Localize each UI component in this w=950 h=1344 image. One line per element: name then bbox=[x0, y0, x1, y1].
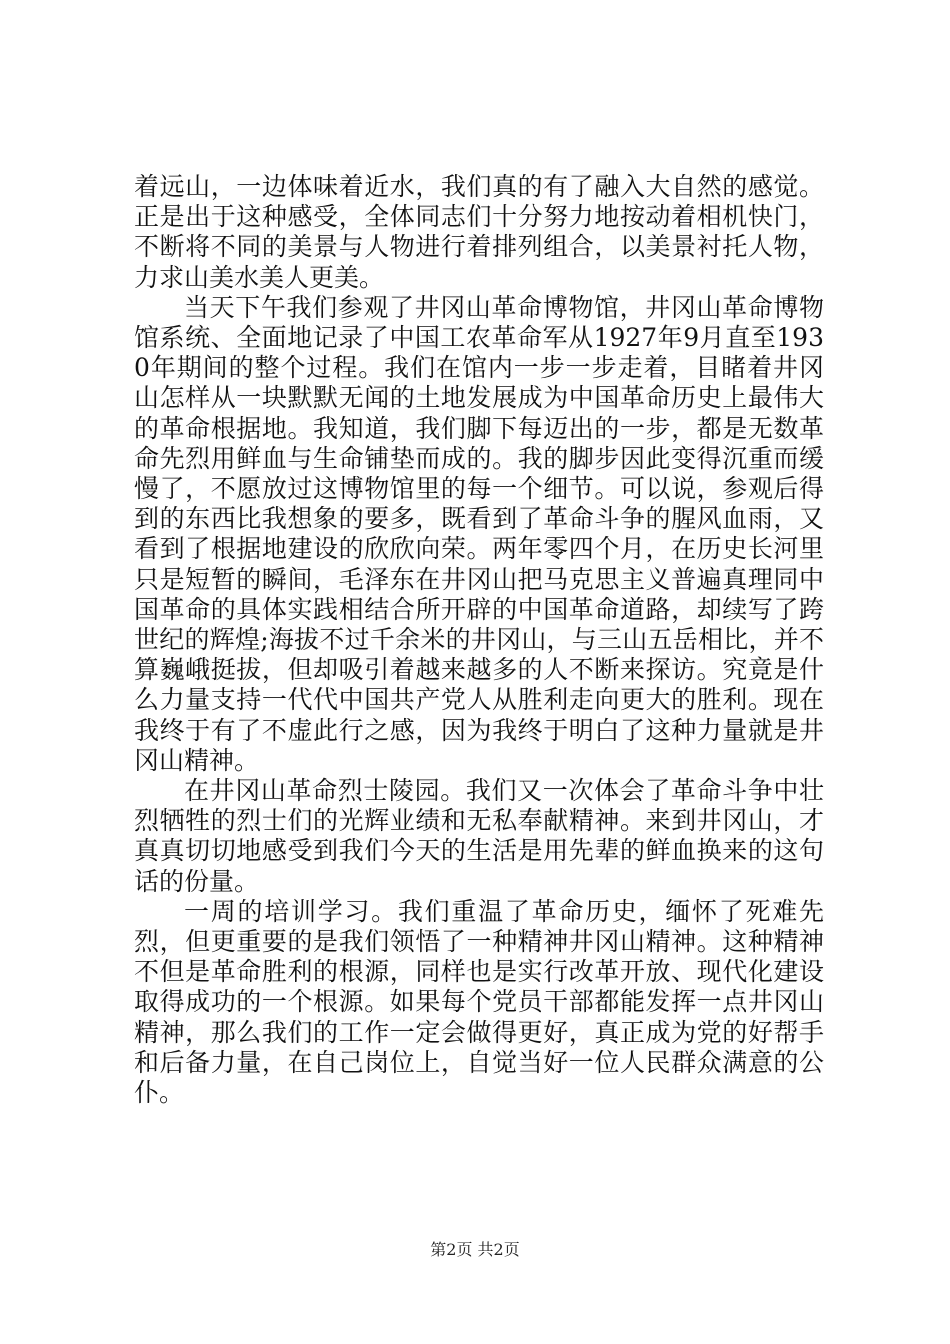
paragraph-martyrs-cemetery: 在井冈山革命烈士陵园。我们又一次体会了革命斗争中壮烈牺牲的烈士们的光辉业绩和无私奉献精神。来到井冈山，才真真切切地感受到我们今天的生活是用先辈的鲜血换来的这句话的份量。 bbox=[134, 776, 824, 896]
paragraph-training-summary: 一周的培训学习。我们重温了革命历史，缅怀了死难先烈，但更重要的是我们领悟了一种精神井冈山精神。这种精神不但是革命胜利的根源，同样也是实行改革开放、现代化建设取得成功的一个根源。如果每个党员干部都能发挥一点井冈山精神，那么我们的工作一定会做得更好，真正成为党的好帮手和后备力量，在自己岗位上，自觉当好一位人民群众满意的公仆。 bbox=[134, 896, 824, 1108]
paragraph-continued: 着远山，一边体味着近水，我们真的有了融入大自然的感觉。正是出于这种感受，全体同志们十分努力地按动着相机快门，不断将不同的美景与人物进行着排列组合，以美景衬托人物，力求山美水美人更美。 bbox=[134, 172, 824, 292]
page-footer bbox=[0, 1240, 950, 1260]
document-body bbox=[134, 172, 824, 1108]
page-number-label: 第2页 共2页 bbox=[430, 1240, 520, 1259]
paragraph-museum-visit: 当天下午我们参观了井冈山革命博物馆，井冈山革命博物馆系统、全面地记录了中国工农革命军从1927年9月直至1930年期间的整个过程。我们在馆内一步一步走着，目睹着井冈山怎样从一块默默无闻的土地发展成为中国革命历史上最伟大的革命根据地。我知道，我们脚下每迈出的一步，都是无数革命先烈用鲜血与生命铺垫而成的。我的脚步因此变得沉重而缓慢了，不愿放过这博物馆里的每一个细节。可以说，参观后得到的东西比我想象的要多，既看到了革命斗争的腥风血雨，又看到了根据地建设的欣欣向荣。两年零四个月，在历史长河里只是短暂的瞬间，毛泽东在井冈山把马克思主义普遍真理同中国革命的具体实践相结合所开辟的中国革命道路，却续写了跨世纪的辉煌;海拔不过千余米的井冈山，与三山五岳相比，并不算巍峨挺拔，但却吸引着越来越多的人不断来探访。究竟是什么力量支持一代代中国共产党人从胜利走向更大的胜利。现在我终于有了不虚此行之感，因为我终于明白了这种力量就是井冈山精神。 bbox=[134, 292, 824, 775]
